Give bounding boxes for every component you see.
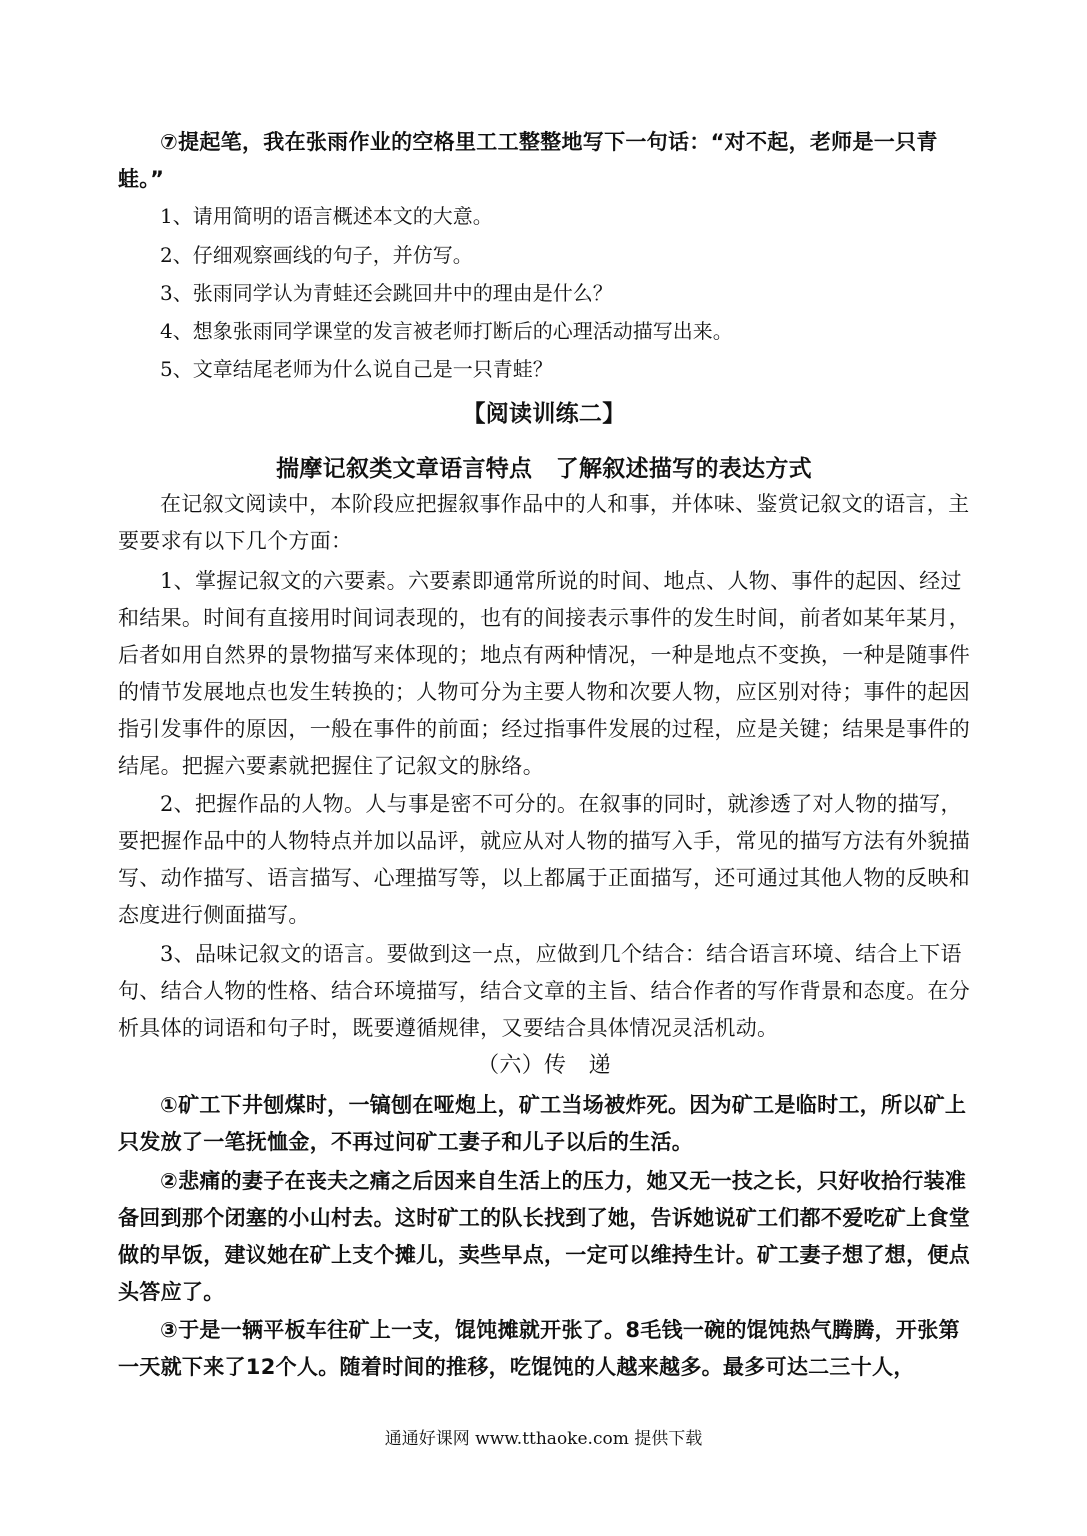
question-1: 1、请用简明的语言概述本文的大意。 [160,204,493,228]
point-2: 2、把握作品的人物。人与事是密不可分的。在叙事的同时，就渗透了对人物的描写，要把握作品中的人物特点并加以品评，就应从对人物的描写入手，常见的描写方法有外貌描写、动作描写、语言描写、心理描写等，以上都属于正面描写，还可通过其他人物的反映和态度进行侧面描写。 [118,792,970,927]
question-2: 2、仔细观察画线的句子，并仿写。 [160,243,473,267]
question-5: 5、文章结尾老师为什么说自己是一只青蛙？ [160,357,553,381]
story-ending-paragraph: ⑦提起笔，我在张雨作业的空格里工工整整地写下一句话：“对不起，老师是一只青蛙。” [118,130,938,191]
question-4: 4、想象张雨同学课堂的发言被老师打断后的心理活动描写出来。 [160,319,733,343]
point-3: 3、品味记叙文的语言。要做到这一点，应做到几个结合：结合语言环境、结合上下语句、结合人物的性格、结合环境描写，结合文章的主旨、结合作者的写作背景和态度。在分析具体的词语和句子时，既要遵循规律，又要结合具体情况灵活机动。 [118,942,970,1040]
section-title: 【阅读训练二】 [462,401,626,427]
section-subtitle: 揣摩记叙类文章语言特点 了解叙述描写的表达方式 [276,456,812,482]
story-paragraph-2: ②悲痛的妻子在丧夫之痛之后因来自生活上的压力，她又无一技之长，只好收拾行装准备回到那个闭塞的小山村去。这时矿工的队长找到了她，告诉她说矿工们都不爱吃矿上食堂做的早饭，建议她在矿上支个摊儿，卖些早点，一定可以维持生计。矿工妻子想了想，便点头答应了。 [118,1169,970,1304]
story-title: （六）传 递 [477,1053,611,1078]
story-paragraph-3: ③于是一辆平板车往矿上一支，馄饨摊就开张了。8毛钱一碗的馄饨热气腾腾，开张第一天就下来了12个人。随着时间的推移，吃馄饨的人越来越多。最多可达二三十人， [118,1318,960,1379]
question-3: 3、张雨同学认为青蛙还会跳回井中的理由是什么？ [160,281,613,305]
point-1: 1、掌握记叙文的六要素。六要素即通常所说的时间、地点、人物、事件的起因、经过和结果。时间有直接用时间词表现的，也有的间接表示事件的发生时间，前者如某年某月，后者如用自然界的景物描写来体现的；地点有两种情况，一种是地点不变换，一种是随事件的情节发展地点也发生转换的；人物可分为主要人物和次要人物，应区别对待；事件的起因指引发事件的原因，一般在事件的前面；经过指事件发展的过程，应是关键；结果是事件的结尾。把握六要素就把握住了记叙文的脉络。 [118,569,970,778]
page-footer: 通通好课网 www.tthaoke.com 提供下载 [384,1429,703,1449]
intro-paragraph: 在记叙文阅读中，本阶段应把握叙事作品中的人和事，并体味、鉴赏记叙文的语言，主要要求有以下几个方面： [118,492,970,553]
story-paragraph-1: ①矿工下井刨煤时，一镐刨在哑炮上，矿工当场被炸死。因为矿工是临时工，所以矿上只发放了一笔抚恤金，不再过问矿工妻子和儿子以后的生活。 [118,1093,967,1154]
